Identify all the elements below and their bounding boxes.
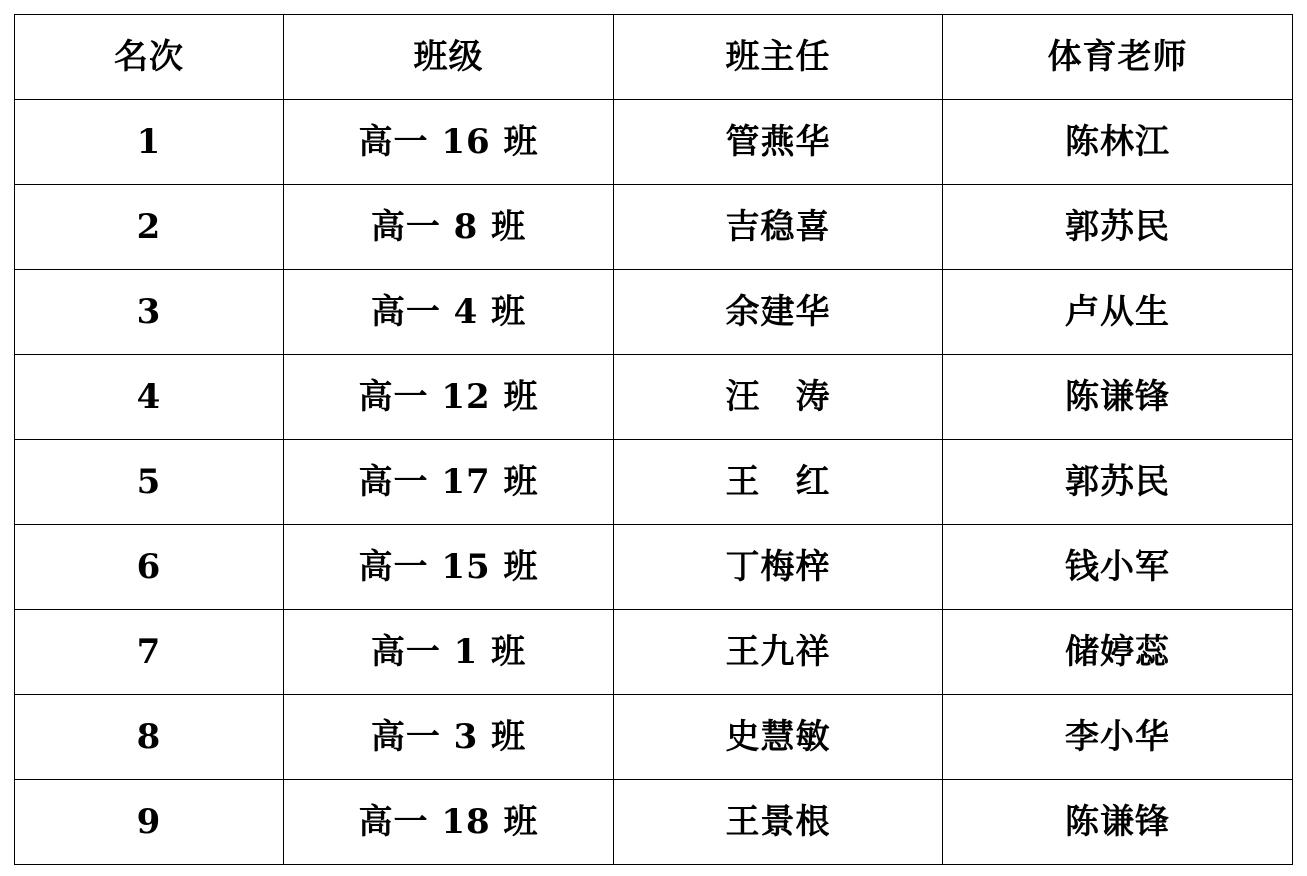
cell-pe-teacher: 储婷蕊	[943, 610, 1293, 695]
cell-head-teacher: 吉稳喜	[614, 185, 943, 270]
cell-head-teacher: 王九祥	[614, 610, 943, 695]
cell-class: 高一 17 班	[284, 440, 614, 525]
cell-pe-teacher: 陈林江	[943, 100, 1293, 185]
cell-head-teacher: 汪 涛	[614, 355, 943, 440]
table-row	[15, 695, 1293, 780]
cell-pe-teacher: 陈谦锋	[943, 355, 1293, 440]
cell-rank: 4	[15, 355, 284, 440]
cell-head-teacher: 王景根	[614, 780, 943, 865]
table-row	[15, 610, 1293, 695]
cell-pe-teacher: 郭苏民	[943, 440, 1293, 525]
table-header	[15, 15, 1293, 100]
cell-pe-teacher: 李小华	[943, 695, 1293, 780]
cell-rank: 6	[15, 525, 284, 610]
table-row	[15, 780, 1293, 865]
header-pe-teacher: 体育老师	[943, 15, 1293, 100]
header-head-teacher: 班主任	[614, 15, 943, 100]
cell-head-teacher: 余建华	[614, 270, 943, 355]
cell-rank: 2	[15, 185, 284, 270]
cell-class: 高一 12 班	[284, 355, 614, 440]
cell-rank: 3	[15, 270, 284, 355]
header-row	[15, 15, 1293, 100]
cell-pe-teacher: 郭苏民	[943, 185, 1293, 270]
cell-head-teacher: 王 红	[614, 440, 943, 525]
cell-class: 高一 18 班	[284, 780, 614, 865]
table-row	[15, 525, 1293, 610]
table-row	[15, 270, 1293, 355]
cell-class: 高一 1 班	[284, 610, 614, 695]
table-row	[15, 100, 1293, 185]
header-rank: 名次	[15, 15, 284, 100]
table-body	[15, 100, 1293, 865]
cell-class: 高一 16 班	[284, 100, 614, 185]
cell-rank: 8	[15, 695, 284, 780]
cell-rank: 7	[15, 610, 284, 695]
cell-head-teacher: 史慧敏	[614, 695, 943, 780]
cell-rank: 5	[15, 440, 284, 525]
header-class: 班级	[284, 15, 614, 100]
cell-class: 高一 4 班	[284, 270, 614, 355]
cell-pe-teacher: 钱小军	[943, 525, 1293, 610]
table-row	[15, 440, 1293, 525]
table-row	[15, 355, 1293, 440]
cell-head-teacher: 丁梅梓	[614, 525, 943, 610]
cell-pe-teacher: 陈谦锋	[943, 780, 1293, 865]
cell-class: 高一 3 班	[284, 695, 614, 780]
cell-class: 高一 8 班	[284, 185, 614, 270]
cell-pe-teacher: 卢从生	[943, 270, 1293, 355]
cell-head-teacher: 管燕华	[614, 100, 943, 185]
cell-rank: 9	[15, 780, 284, 865]
cell-rank: 1	[15, 100, 284, 185]
table-row	[15, 185, 1293, 270]
ranking-table	[14, 14, 1293, 865]
cell-class: 高一 15 班	[284, 525, 614, 610]
